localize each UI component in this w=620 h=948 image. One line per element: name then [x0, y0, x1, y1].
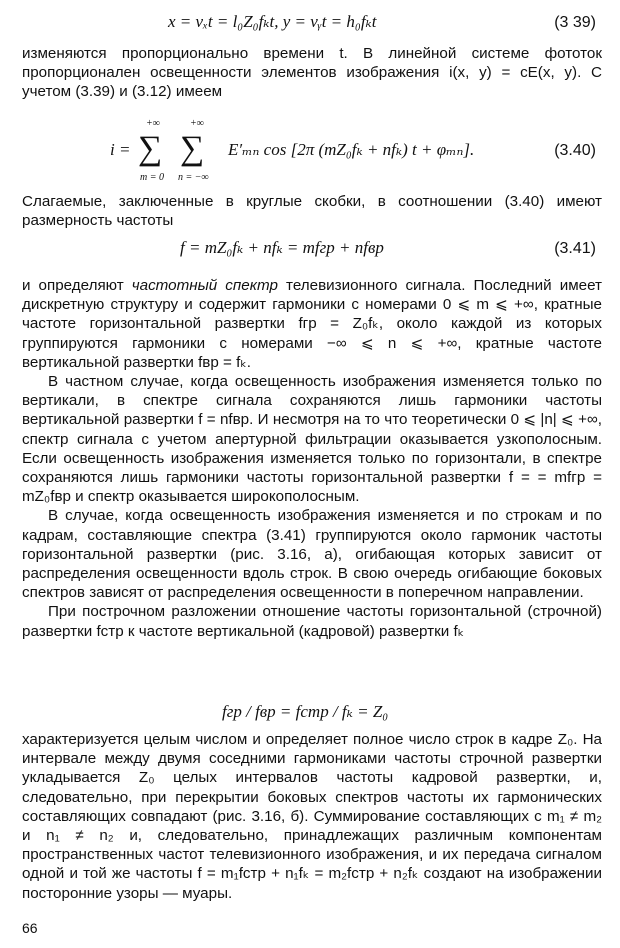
paragraph-7 — [22, 730, 602, 903]
paragraph-text: телевизионного сигнала. Последний имеет дискретную структуру и содержит гармоники с номерами 0 ⩽ m ⩽ +∞, кратные частоте горизонтальной развертки fгр = Z₀fₖ, около каждой из которых группируются гармоники с номерами −∞ ⩽ n ⩽ +∞, кратные частоте вертикальной развертки fвр = fₖ. — [22, 277, 602, 371]
equation-3-39 — [0, 8, 620, 48]
equation-rest: E′ₘₙ cos [2π (mZ₀fₖ + nfₖ) t + φₘₙ]. — [228, 140, 475, 159]
paragraph-1 — [22, 44, 602, 102]
equation-lhs: i = — [110, 140, 131, 159]
equation-3-41 — [0, 234, 620, 274]
equation-3-40 — [0, 118, 620, 188]
sum-symbol: ∑ — [180, 130, 205, 167]
paragraph-text: Слагаемые, заключенные в круглые скобки, в соотношении (3.40) имеют размерность частоты — [22, 193, 602, 230]
equation-body: fгр / fвр = fстр / fₖ = Z₀ — [222, 702, 389, 721]
sum-symbol: ∑ — [138, 130, 163, 167]
sum2-upper-limit: +∞ — [190, 118, 204, 129]
paragraph-text: и определяют — [22, 277, 132, 294]
term-frequency-spectrum: частотный спектр — [131, 277, 278, 294]
paragraph-text: характеризуется целым числом и определяет полное число строк в кадре Z₀. На интервале между двумя соседними гармониками частоты строчной развертки укладывается Z₀ целых интервалов частоты кадровой развертки, и, следовательно, при перекрытии боковых спектров частоты их гармонических составляющих совпадают (рис. 3.16, б). Суммирование составляющих с m₁ ≠ m₂ и n₁ ≠ n₂ и, следовательно, принадлежащих различным компонентам пространственных частот телевизионного изображения, и их передача сигналом одной и той же частоты f = m₁fстр + n₁fₖ = m₂fстр + n₂fₖ создают на изображении посторонние узоры — муары. — [22, 731, 602, 902]
paragraph-2 — [22, 192, 602, 230]
paragraph-3 — [22, 276, 602, 641]
equation-number: (3.41) — [554, 240, 596, 257]
sum2-lower-limit: n = −∞ — [178, 172, 209, 183]
paragraph-5: В случае, когда освещенность изображения изменяется и по строкам и по кадрам, составляющие спектра (3.41) группируются около гармоник частоты горизонтальной развертки (рис. 3.16, а), огибающая которых зависит от распределения освещенности вдоль строк. В свою очередь огибающие боковых спектров зависят от распределения освещенности в поперечном направлении. — [22, 507, 602, 602]
paragraph-text: изменяются пропорционально времени t. В линейной системе фототок пропорционален освещенности элементов изображения i(x, y) = cE(x, y). С учетом (3.39) и (3.12) имеем — [22, 45, 602, 101]
equation-body: x = vₓt = l₀Z₀fₖt, y = vᵧt = h₀fₖt — [168, 12, 377, 31]
sum1-upper-limit: +∞ — [146, 118, 160, 129]
page-number: 66 — [22, 920, 38, 936]
paragraph-4: В частном случае, когда освещенность изображения изменяется только по вертикали, в спектре сигнала сохраняются лишь гармоники частоты вертикальной развертки f = nfвр. И несмотря на то что теоретически 0 ⩽ |n| ⩽ +∞, спектр сигнала с учетом апертурной фильтрации оказывается узкополосным. Если освещенность изображения изменяется только по горизонтали, в спектре сохраняются лишь гармоники частоты горизонтальной развертки f = = mfгр = mZ₀fвр и спектр оказывается широкополосным. — [22, 373, 602, 506]
equation-body: f = mZ₀fₖ + nfₖ = mfгр + nfвр — [180, 238, 384, 257]
equation-number: (3.40) — [554, 142, 596, 159]
paragraph-6: При построчном разложении отношение частоты горизонтальной (строчной) развертки fстр к частоте вертикальной (кадровой) развертки fₖ — [22, 603, 602, 640]
sum1-lower-limit: m = 0 — [140, 172, 164, 183]
equation-number: (3 39) — [554, 14, 596, 31]
